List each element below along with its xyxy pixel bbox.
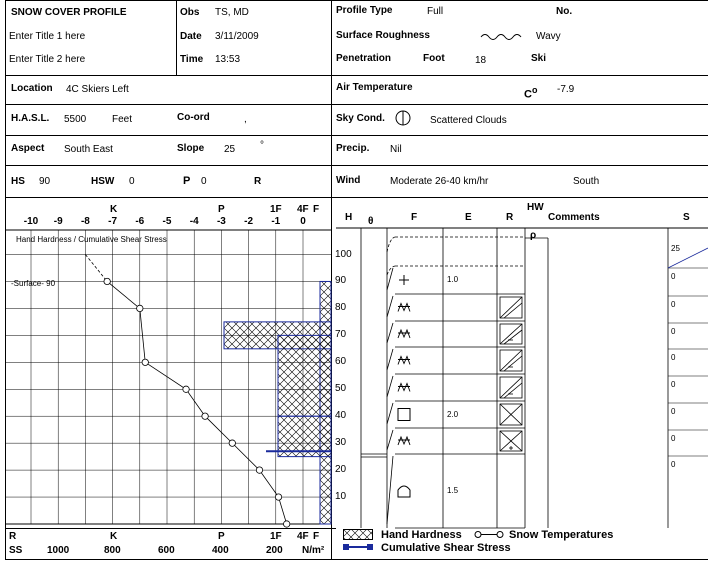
e-column-header: E bbox=[465, 212, 472, 223]
height-tick-label: 90 bbox=[335, 275, 347, 287]
wind-label: Wind bbox=[336, 175, 361, 186]
s-value: 0 bbox=[671, 272, 676, 281]
foot-value[interactable]: 18 bbox=[475, 55, 487, 66]
height-tick-label: 60 bbox=[335, 356, 347, 368]
layer-slant bbox=[387, 376, 393, 397]
snow-temperature-dashed-line bbox=[85, 255, 107, 282]
resistance-hatch-icon bbox=[500, 350, 522, 371]
surface-dashed-curve bbox=[387, 266, 395, 275]
s-value: 0 bbox=[671, 460, 676, 469]
snow-temperature-line bbox=[107, 281, 287, 524]
coord-label: Co-ord bbox=[177, 112, 210, 123]
title-1-field[interactable]: Enter Title 1 here bbox=[9, 31, 86, 42]
slope-label: Slope bbox=[177, 143, 205, 154]
wind-direction[interactable]: South bbox=[573, 176, 600, 187]
precip-value[interactable]: Nil bbox=[390, 144, 402, 155]
hand-hardness-caption: Hand Hardness / Cumulative Shear Stress bbox=[16, 235, 167, 244]
resistance-hatch-icon bbox=[500, 377, 522, 398]
hardness-bar bbox=[278, 335, 331, 416]
hasl-unit: Feet bbox=[112, 114, 133, 125]
date-label: Date bbox=[180, 31, 202, 42]
ss-value-200: 200 bbox=[266, 545, 283, 556]
surface-dashed-curve bbox=[387, 237, 395, 252]
temp-tick-label: -6 bbox=[135, 216, 145, 227]
layer-slant bbox=[387, 430, 393, 450]
title-2-field[interactable]: Enter Title 2 here bbox=[9, 54, 86, 65]
layer-slant bbox=[387, 296, 393, 317]
hs-value[interactable]: 90 bbox=[39, 176, 51, 187]
height-tick-label: 20 bbox=[335, 464, 347, 476]
s-value: 0 bbox=[671, 434, 676, 443]
degree-icon: o bbox=[531, 85, 538, 95]
temp-tick-label: -8 bbox=[80, 216, 90, 227]
rho-column-header: ρ bbox=[530, 230, 537, 241]
profile-type-value[interactable]: Full bbox=[427, 6, 444, 17]
hw-column-header: HW bbox=[527, 202, 544, 213]
resistance-hatch-icon bbox=[500, 297, 522, 318]
p-value[interactable]: 0 bbox=[201, 176, 207, 187]
cumulative-shear-legend: Cumulative Shear Stress bbox=[381, 542, 511, 554]
bottom-k-label: K bbox=[110, 531, 118, 542]
s-value: 0 bbox=[671, 300, 676, 309]
s-value: 0 bbox=[671, 407, 676, 416]
snow-temperature-point bbox=[104, 278, 110, 284]
snow-temperature-point bbox=[229, 440, 235, 446]
temp-tick-label: -7 bbox=[108, 216, 118, 227]
top-p-label: P bbox=[218, 204, 225, 215]
location-label: Location bbox=[11, 83, 53, 94]
slope-value[interactable]: 25 bbox=[224, 144, 236, 155]
snow-temperatures-legend: Snow Temperatures bbox=[509, 529, 614, 541]
square-grain-icon bbox=[398, 409, 410, 421]
precip-label: Precip. bbox=[336, 143, 370, 154]
f-column-header: F bbox=[411, 212, 418, 223]
date-value[interactable]: 3/11/2009 bbox=[215, 31, 259, 42]
aspect-value[interactable]: South East bbox=[64, 144, 113, 155]
height-tick-label: 80 bbox=[335, 302, 347, 314]
profile-type-label: Profile Type bbox=[336, 5, 393, 16]
surface-roughness-value[interactable]: Wavy bbox=[536, 31, 561, 42]
height-tick-label: 40 bbox=[335, 410, 347, 422]
height-tick-label: 70 bbox=[335, 329, 347, 341]
slope-unit: ° bbox=[260, 140, 264, 151]
height-tick-label: 100 bbox=[335, 248, 352, 260]
faceted-grain-icon bbox=[398, 437, 410, 445]
foot-label: Foot bbox=[423, 53, 445, 64]
hs-label: HS bbox=[11, 176, 25, 187]
faceted-grain-icon bbox=[398, 357, 410, 365]
s-value: 0 bbox=[671, 327, 676, 336]
layer-slant bbox=[387, 323, 393, 343]
temp-tick-label: -2 bbox=[244, 216, 254, 227]
temp-tick-label: -3 bbox=[216, 216, 226, 227]
bottom-4f-label: 4F bbox=[297, 531, 309, 542]
height-tick-label: 10 bbox=[335, 491, 347, 503]
profile-title: SNOW COVER PROFILE bbox=[11, 7, 127, 18]
hsw-value[interactable]: 0 bbox=[129, 176, 135, 187]
r-column-header: R bbox=[506, 212, 514, 223]
height-tick-label: 30 bbox=[335, 437, 347, 449]
penetration-label: Penetration bbox=[336, 53, 392, 64]
aspect-label: Aspect bbox=[11, 143, 45, 154]
surface-label: -Surface- 90 bbox=[11, 279, 56, 288]
p-label: P bbox=[183, 175, 191, 187]
h-column-header: H bbox=[345, 212, 353, 223]
hand-hardness-legend-swatch bbox=[343, 529, 373, 540]
wind-value[interactable]: Moderate 26-40 km/hr bbox=[390, 176, 489, 187]
ss-value-400: 400 bbox=[212, 545, 229, 556]
snow-temperature-point bbox=[202, 413, 208, 419]
ss-label: SS bbox=[9, 545, 23, 556]
layer-e-value: 1.0 bbox=[447, 275, 459, 284]
time-label: Time bbox=[180, 54, 204, 65]
depth-hoar-grain-icon bbox=[398, 486, 410, 497]
bottom-f-label: F bbox=[313, 531, 320, 542]
obs-value[interactable]: TS, MD bbox=[215, 7, 249, 18]
theta-column-header: θ bbox=[368, 216, 374, 227]
snow-temperatures-legend-swatch bbox=[474, 529, 504, 540]
ski-label: Ski bbox=[531, 53, 547, 64]
bottom-p-label: P bbox=[218, 531, 225, 542]
ss-unit: N/m² bbox=[302, 545, 325, 556]
faceted-grain-icon bbox=[398, 330, 410, 338]
hasl-label: H.A.S.L. bbox=[11, 113, 50, 124]
temp-tick-label: -10 bbox=[23, 216, 39, 227]
resistance-hatch-icon bbox=[500, 324, 522, 344]
snow-temperature-point bbox=[137, 305, 143, 311]
s-value: 0 bbox=[671, 353, 676, 362]
layer-slant bbox=[387, 403, 393, 424]
faceted-grain-icon bbox=[398, 384, 410, 392]
top-4f-label: 4F bbox=[297, 204, 309, 215]
layer-e-value: 1.5 bbox=[447, 486, 459, 495]
comments-column-header: Comments bbox=[548, 212, 600, 223]
layer-slant bbox=[387, 268, 393, 290]
layer-slant bbox=[387, 456, 393, 524]
ss-value-600: 600 bbox=[158, 545, 175, 556]
hasl-value[interactable]: 5500 bbox=[64, 114, 87, 125]
s-column-header: S bbox=[683, 212, 690, 223]
obs-label: Obs bbox=[180, 7, 200, 18]
snow-temperature-point bbox=[142, 359, 148, 365]
hsw-label: HSW bbox=[91, 176, 115, 187]
s-value: 0 bbox=[671, 380, 676, 389]
air-temperature-label: Air Temperature bbox=[336, 82, 413, 93]
snow-temperature-point bbox=[183, 386, 189, 392]
ss-value-1000: 1000 bbox=[47, 545, 70, 556]
time-value[interactable]: 13:53 bbox=[215, 54, 241, 65]
cumulative-shear-legend-swatch bbox=[343, 542, 373, 553]
top-f-label: F bbox=[313, 204, 320, 215]
temp-tick-label: -4 bbox=[189, 216, 199, 227]
layer-e-value: 2.0 bbox=[447, 409, 459, 419]
temp-tick-label: 0 bbox=[300, 216, 306, 227]
s-value: 25 bbox=[671, 244, 680, 253]
air-temperature-value[interactable]: -7.9 bbox=[557, 84, 575, 95]
resistance-x-icon bbox=[500, 404, 522, 425]
air-temperature-unit: $C^o$ bbox=[524, 85, 538, 101]
r-label: R bbox=[254, 176, 262, 187]
temp-tick-label: -9 bbox=[53, 216, 63, 227]
height-tick-label: 50 bbox=[335, 383, 347, 395]
sky-condition-value[interactable]: Scattered Clouds bbox=[430, 115, 507, 126]
sky-condition-label: Sky Cond. bbox=[336, 113, 385, 124]
coord-value[interactable]: , bbox=[244, 114, 247, 125]
ss-value-800: 800 bbox=[104, 545, 121, 556]
top-1f-label: 1F bbox=[270, 204, 282, 215]
surface-roughness-label: Surface Roughness bbox=[336, 30, 430, 41]
top-k-label: K bbox=[110, 204, 118, 215]
faceted-grain-icon bbox=[398, 304, 410, 312]
bottom-1f-label: 1F bbox=[270, 531, 282, 542]
hand-hardness-legend: Hand Hardness bbox=[381, 529, 462, 541]
temp-tick-label: -1 bbox=[271, 216, 281, 227]
no-label: No. bbox=[556, 6, 573, 17]
snow-temperature-point bbox=[256, 467, 262, 473]
snow-temperature-point bbox=[275, 494, 281, 500]
bottom-r-label: R bbox=[9, 531, 17, 542]
snow-temperature-point bbox=[283, 521, 289, 527]
layer-slant bbox=[387, 349, 393, 370]
temp-tick-label: -5 bbox=[162, 216, 172, 227]
location-value[interactable]: 4C Skiers Left bbox=[66, 84, 129, 95]
